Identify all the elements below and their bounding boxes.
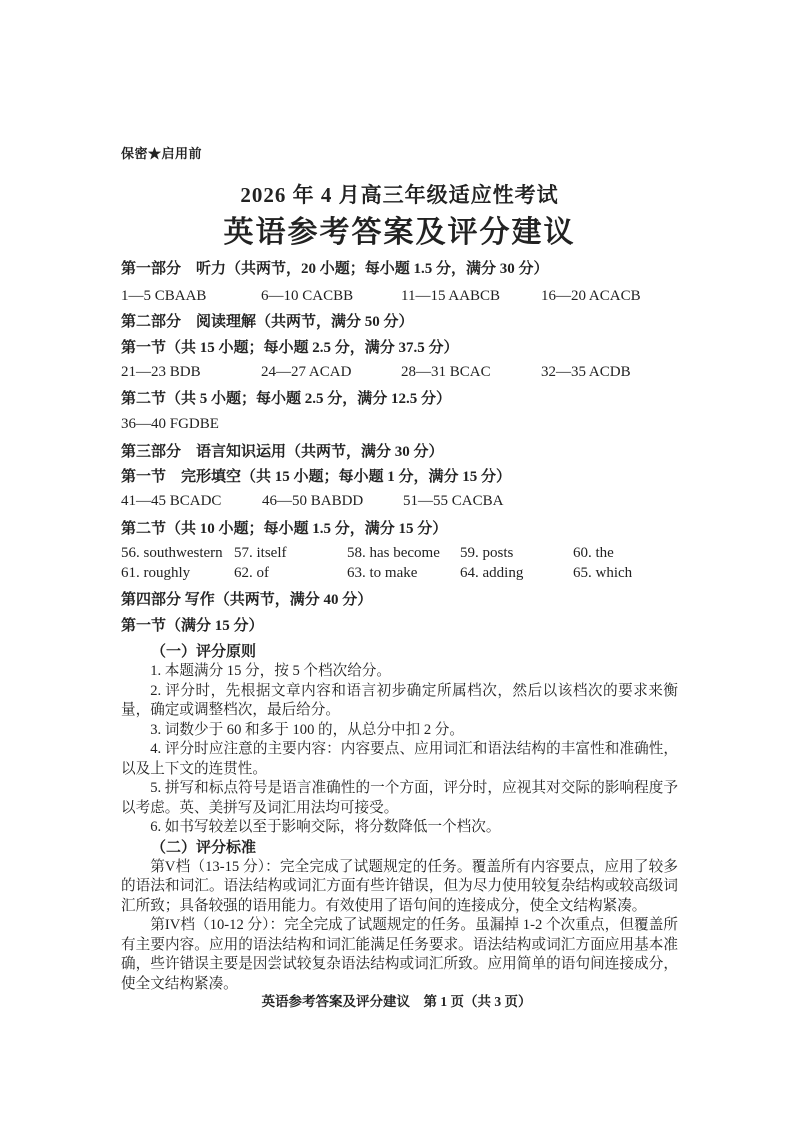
part1-answer-row xyxy=(121,286,678,306)
scoring-principle-item: 3. 词数少于 60 和多于 100 的，从总分中扣 2 分。 xyxy=(150,721,464,738)
part2-section1-answer-row xyxy=(121,362,678,382)
part3-section1-heading: 第一节 完形填空（共 15 小题；每小题 1 分，满分 15 分） xyxy=(121,469,512,485)
part3-section2-answer-row-1 xyxy=(121,543,678,563)
scoring-principle-item: 4. 评分时应注意的主要内容：内容要点、应用词汇和语法结构的丰富性和准确性，以及上下文的连贯性。 xyxy=(121,741,678,777)
security-notice: 保密★启用前 xyxy=(121,146,203,161)
part3-section2-answer-row-2 xyxy=(121,563,678,583)
answer-cell: 64. adding xyxy=(460,565,524,581)
answer-cell: 61. roughly xyxy=(121,565,191,581)
part4-section1-heading: 第一节（满分 15 分） xyxy=(121,618,264,634)
scoring-criteria-band-4: 第IV档（10-12 分）：完全完成了试题规定的任务。虽漏掉 1-2 个次重点，但覆盖所有主要内容。应用的语法结构和词汇能满足任务要求。语法结构或词汇方面应用基本准确，些许错误主要是因尝试较复杂语法结构或词汇所致。应用简单的语句间连接成分，使全文结构紧凑。 xyxy=(121,917,678,992)
answer-cell: 41—45 BCADC xyxy=(121,493,222,509)
scoring-principle-item: 1. 本题满分 15 分，按 5 个档次给分。 xyxy=(150,663,391,679)
answer-cell: 1—5 CBAAB xyxy=(121,288,207,304)
answer-cell: 65. which xyxy=(573,565,633,581)
scoring-principle-item: 2. 评分时，先根据文章内容和语言初步确定所属档次，然后以该档次的要求来衡量，确定或调整档次，最后给分。 xyxy=(121,682,678,718)
answer-cell: 36—40 FGDBE xyxy=(121,416,219,432)
answer-cell: 60. the xyxy=(573,545,614,561)
answer-cell: 24—27 ACAD xyxy=(261,364,352,380)
answer-cell: 59. posts xyxy=(460,545,514,561)
answer-cell: 32—35 ACDB xyxy=(541,364,631,380)
part3-section2-heading: 第二节（共 10 小题；每小题 1.5 分，满分 15 分） xyxy=(121,521,448,537)
answer-cell: 28—31 BCAC xyxy=(401,364,491,380)
part2-section2-answer-row xyxy=(121,414,678,434)
answer-cell: 57. itself xyxy=(234,545,287,561)
part3-section1-answer-row xyxy=(121,491,678,511)
part2-section2-heading: 第二节（共 5 小题；每小题 2.5 分，满分 12.5 分） xyxy=(121,391,452,407)
scoring-criteria-heading: （二）评分标准 xyxy=(151,839,257,856)
exam-title: 2026 年 4 月高三年级适应性考试 xyxy=(240,183,559,207)
part4-heading: 第四部分 写作（共两节，满分 40 分） xyxy=(121,592,373,608)
part2-section1-heading: 第一节（共 15 小题；每小题 2.5 分，满分 37.5 分） xyxy=(121,340,459,356)
page-title: 英语参考答案及评分建议 xyxy=(223,216,576,249)
answer-cell: 51—55 CACBA xyxy=(403,493,504,509)
answer-cell: 16—20 ACACB xyxy=(541,288,641,304)
part1-heading: 第一部分 听力（共两节，20 小题；每小题 1.5 分，满分 30 分） xyxy=(121,261,549,277)
answer-cell: 46—50 BABDD xyxy=(262,493,364,509)
answer-cell: 58. has become xyxy=(347,545,440,561)
scoring-principles-heading: （一）评分原则 xyxy=(151,644,257,660)
scoring-principle-item: 5. 拼写和标点符号是语言准确性的一个方面，评分时，应视其对交际的影响程度予以考虑。英、美拼写及词汇用法均可接受。 xyxy=(121,780,678,816)
part3-heading: 第三部分 语言知识运用（共两节，满分 30 分） xyxy=(121,444,444,460)
scoring-principle-item: 6. 如书写较差以至于影响交际，将分数降低一个档次。 xyxy=(150,819,501,835)
answer-cell: 63. to make xyxy=(347,565,418,581)
answer-cell: 6—10 CACBB xyxy=(261,288,354,304)
answer-cell: 56. southwestern xyxy=(121,545,223,561)
page-footer: 英语参考答案及评分建议 第 1 页（共 3 页） xyxy=(261,994,532,1009)
scoring-criteria-band-5: 第V档（13-15 分）：完全完成了试题规定的任务。覆盖所有内容要点，应用了较多的语法和词汇。语法结构或词汇方面有些许错误，但为尽力使用较复杂结构或较高级词汇所致；具备较强的语用能力。有效使用了语句间的连接成分，使全文结构紧凑。 xyxy=(121,858,678,914)
answer-cell: 11—15 AABCB xyxy=(401,288,501,304)
answer-cell: 21—23 BDB xyxy=(121,364,201,380)
part2-heading: 第二部分 阅读理解（共两节，满分 50 分） xyxy=(121,314,414,330)
answer-cell: 62. of xyxy=(234,565,269,581)
page-content xyxy=(121,145,678,994)
